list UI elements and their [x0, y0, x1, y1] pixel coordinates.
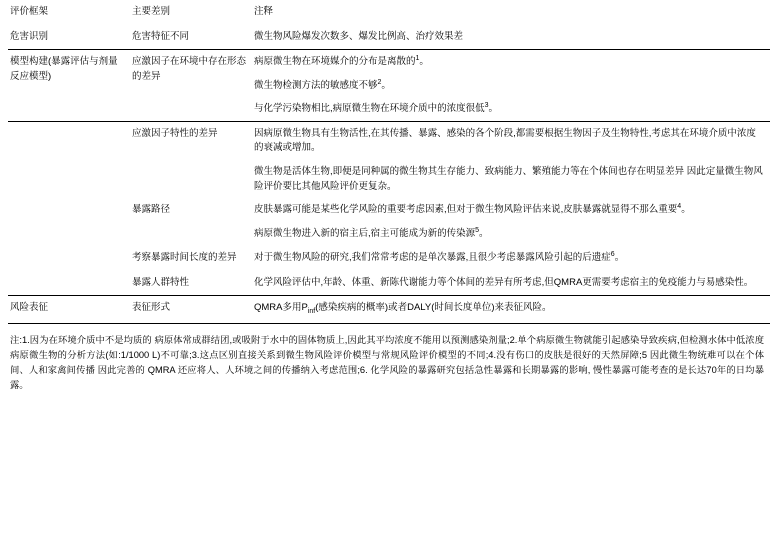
cell-note: 病原微生物进入新的宿主后,宿主可能成为新的传染源$^5$。 — [254, 227, 489, 240]
cell-difference: 危害特征不同 — [132, 30, 190, 42]
cell-note: 对于微生物风险的研究,我们常常考虑的是单次暴露,且很少考虑暴露风险引起的后遗症$^6$。 — [254, 250, 625, 263]
cell-difference: 暴露人群特性 — [132, 276, 190, 288]
cell-note: 因病原微生物具有生物活性,在其传播、暴露、感染的各个阶段,都需要根据生物因子及生物特性,考虑其在环境介质中浓度的衰减或增加。 — [254, 127, 756, 154]
table-header-row — [8, 0, 770, 25]
cell-difference: 表征形式 — [132, 302, 171, 314]
table-row — [8, 25, 770, 50]
cell-note: 化学风险评估中,年龄、体重、新陈代谢能力等个体间的差异有所考虑,但QMRA更需要考虑宿主的免疫能力与易感染性。 — [254, 276, 754, 288]
cell-note: 微生物检测方法的敏感度不够$^2$。 — [254, 79, 391, 92]
table-row — [8, 198, 770, 223]
cell-framework — [8, 121, 130, 198]
cell-framework: 模型构建(暴露评估与剂量反应模型) — [10, 56, 118, 83]
cell-note: 皮肤暴露可能是某些化学风险的重要考虑因素,但对于微生物风险评估来说,皮肤暴露就显得不那么重要$^4$。 — [254, 203, 691, 216]
table-footnote: 注:1.因为在环境介质中不是均质的 病原体常成群结团,或吸附于水中的固体物质上,因此其平均浓度不能用以预测感染剂量;2.单个病原微生物就能引起感染导致疾病,但检测水体中低浓度病原微生物的分析方法(如:1/1000 L)不可靠;3.这点区别直接关系到微生物风险评价模型与常规风险评价模型的不同;4.没有伤口的皮肤是很好的天然屏障;5 因此微生物统难可以在个体间、人和家禽间传播 因此完善的 QMRA 还应将人、人环境之间的传播纳入考虑范围;6. 化学风险的暴露研究包括急性暴露和长期暴露的影响, 慢性暴露可能考查的是长达70年的日均暴露。 — [10, 335, 764, 391]
cell-framework: 危害识别 — [10, 30, 49, 42]
table-body — [8, 25, 770, 324]
column-header-difference: 主要差别 — [132, 6, 171, 17]
cell-difference: 暴露路径 — [132, 204, 171, 216]
cell-note: 病原微生物在环境媒介的分布是离散的$^1$。 — [254, 55, 429, 68]
column-header-notes: 注释 — [254, 6, 274, 17]
table-row — [8, 296, 770, 324]
cell-framework — [8, 271, 130, 296]
cell-difference: 应激因子特性的差异 — [132, 127, 218, 139]
cell-difference: 应激因子在环境中存在形态的差异 — [132, 56, 247, 83]
cell-note: 与化学污染物相比,病原微生物在环境介质中的浓度很低$^3$。 — [254, 101, 499, 114]
table-row — [8, 271, 770, 296]
qmra-comparison-table — [8, 0, 770, 324]
table-header — [8, 0, 770, 25]
cell-note: QMRA多用$P_{inf}$(感染疾病的概率)或者DALY(时间长度单位)来表征风险。 — [254, 302, 552, 316]
table-row — [8, 246, 770, 271]
cell-framework: 风险表征 — [10, 302, 49, 314]
cell-note: 微生物风险爆发次数多、爆发比例高、治疗效果差 — [254, 30, 464, 42]
cell-framework — [8, 246, 130, 271]
cell-framework — [8, 198, 130, 245]
table-row — [8, 121, 770, 161]
table-row — [8, 50, 770, 75]
cell-difference: 考察暴露时间长度的差异 — [132, 251, 237, 263]
cell-note: 微生物是活体生物,即便是同种属的微生物其生存能力、致病能力、繁殖能力等在个体间也存在明显差异 因此定量微生物风险评价要比其他风险评价更复杂。 — [254, 166, 763, 192]
column-header-framework: 评价框架 — [10, 6, 49, 17]
